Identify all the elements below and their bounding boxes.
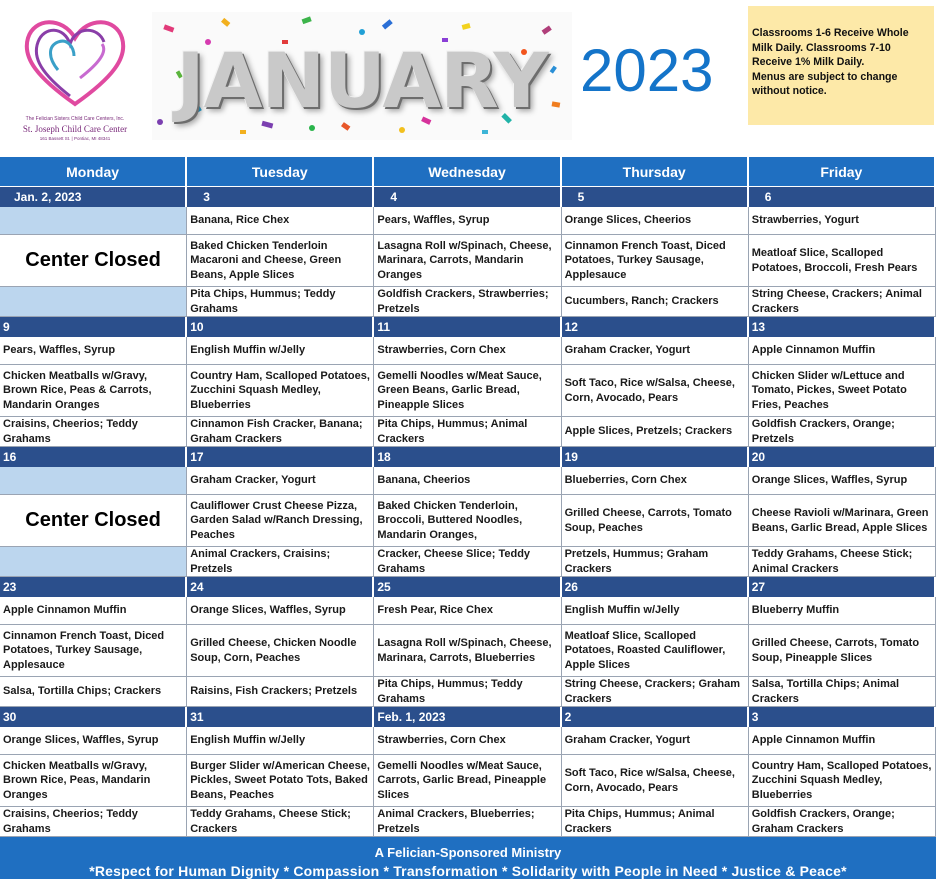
date-label: 18 (374, 447, 561, 467)
lunch-menu: Grilled Cheese, Carrots, Tomato Soup, Peaches (562, 495, 749, 547)
date-label: 26 (562, 577, 749, 597)
afternoon-snack: Goldfish Crackers, Strawberries; Pretzels (374, 287, 561, 317)
lunch-menu: Baked Chicken Tenderloin Macaroni and Cheese, Green Beans, Apple Slices (187, 235, 374, 287)
hearts-logo-icon (18, 8, 132, 112)
morning-snack: Apple Cinnamon Muffin (749, 337, 936, 365)
lunch-menu: Soft Taco, Rice w/Salsa, Cheese, Corn, Avocado, Pears (562, 755, 749, 807)
date-label: Jan. 2, 2023 (0, 187, 187, 207)
lunch-menu: Meatloaf Slice, Scalloped Potatoes, Broccoli, Fresh Pears (749, 235, 936, 287)
afternoon-snack: Teddy Grahams, Cheese Stick; Crackers (187, 807, 374, 837)
afternoon-snack: Apple Slices, Pretzels; Crackers (562, 417, 749, 447)
lunch-menu: Meatloaf Slice, Scalloped Potatoes, Roasted Cauliflower, Apple Slices (562, 625, 749, 677)
morning-snack: Strawberries, Corn Chex (374, 337, 561, 365)
lunch-menu: Cauliflower Crust Cheese Pizza, Garden Salad w/Ranch Dressing, Peaches (187, 495, 374, 547)
afternoon-snack: Animal Crackers, Craisins; Pretzels (187, 547, 374, 577)
lunch-menu: Cinnamon French Toast, Diced Potatoes, Turkey Sausage, Applesauce (0, 625, 187, 677)
date-label: 27 (749, 577, 936, 597)
lunch-menu: Grilled Cheese, Carrots, Tomato Soup, Pineapple Slices (749, 625, 936, 677)
lunch-menu: Grilled Cheese, Chicken Noodle Soup, Corn, Peaches (187, 625, 374, 677)
morning-snack: English Muffin w/Jelly (562, 597, 749, 625)
date-label: 31 (187, 707, 374, 727)
afternoon-snack: Craisins, Cheerios; Teddy Grahams (0, 417, 187, 447)
day-header-monday: Monday (0, 157, 187, 187)
date-label: 5 (562, 187, 749, 207)
morning-snack: Orange Slices, Waffles, Syrup (0, 727, 187, 755)
lunch-menu: Cinnamon French Toast, Diced Potatoes, Turkey Sausage, Applesauce (562, 235, 749, 287)
afternoon-snack: Pita Chips, Hummus; Teddy Grahams (187, 287, 374, 317)
lunch-menu: Chicken Meatballs w/Gravy, Brown Rice, Peas & Carrots, Mandarin Oranges (0, 365, 187, 417)
date-label: 11 (374, 317, 561, 337)
logo-org-text: The Felician Sisters Child Care Centers, Inc. (25, 116, 125, 122)
date-label: 25 (374, 577, 561, 597)
date-label: 10 (187, 317, 374, 337)
lunch-menu: Lasagna Roll w/Spinach, Cheese, Marinara, Carrots, Mandarin Oranges (374, 235, 561, 287)
afternoon-snack: String Cheese, Crackers; Graham Crackers (562, 677, 749, 707)
afternoon-snack: Teddy Grahams, Cheese Stick; Animal Crackers (749, 547, 936, 577)
day-header-wednesday: Wednesday (374, 157, 561, 187)
ministry-values: *Respect for Human Dignity * Compassion * Transformation * Solidarity with People in Need * Justice & Peace* (89, 863, 847, 879)
ministry-line: A Felician-Sponsored Ministry (374, 845, 562, 860)
morning-snack: Fresh Pear, Rice Chex (374, 597, 561, 625)
date-label: 4 (374, 187, 561, 207)
morning-snack: English Muffin w/Jelly (187, 727, 374, 755)
afternoon-snack: Cucumbers, Ranch; Crackers (562, 287, 749, 317)
morning-snack: Blueberries, Corn Chex (562, 467, 749, 495)
center-closed-label: Center Closed (0, 495, 187, 547)
morning-snack: English Muffin w/Jelly (187, 337, 374, 365)
afternoon-snack: String Cheese, Crackers; Animal Crackers (749, 287, 936, 317)
date-label: 19 (562, 447, 749, 467)
milk-notice-text: Classrooms 1-6 Receive Whole Milk Daily. Classrooms 7-10 Receive 1% Milk Daily. (752, 27, 909, 69)
date-label: 6 (749, 187, 936, 207)
afternoon-snack: Animal Crackers, Blueberries; Pretzels (374, 807, 561, 837)
date-label: 24 (187, 577, 374, 597)
center-closed-label: Center Closed (0, 235, 187, 287)
lunch-menu: Soft Taco, Rice w/Salsa, Cheese, Corn, Avocado, Pears (562, 365, 749, 417)
morning-snack: Graham Cracker, Yogurt (562, 337, 749, 365)
morning-snack: Apple Cinnamon Muffin (749, 727, 936, 755)
month-banner (152, 12, 572, 140)
date-label: 2 (562, 707, 749, 727)
date-label: 12 (562, 317, 749, 337)
morning-snack: Pears, Waffles, Syrup (374, 207, 561, 235)
milk-notice (748, 6, 934, 125)
morning-snack: Orange Slices, Cheerios (562, 207, 749, 235)
afternoon-snack: Pita Chips, Hummus; Teddy Grahams (374, 677, 561, 707)
logo-center-name: St. Joseph Child Care Center (22, 124, 128, 134)
date-label: Feb. 1, 2023 (374, 707, 561, 727)
date-label: 16 (0, 447, 187, 467)
afternoon-snack: Salsa, Tortilla Chips; Crackers (0, 677, 187, 707)
blank-cell (0, 287, 187, 317)
morning-snack: Blueberry Muffin (749, 597, 936, 625)
date-label: 20 (749, 447, 936, 467)
blank-cell (0, 547, 187, 577)
morning-snack: Pears, Waffles, Syrup (0, 337, 187, 365)
day-header-tuesday: Tuesday (187, 157, 374, 187)
date-label: 30 (0, 707, 187, 727)
menu-calendar-grid (0, 157, 936, 879)
afternoon-snack: Raisins, Fish Crackers; Pretzels (187, 677, 374, 707)
morning-snack: Graham Cracker, Yogurt (562, 727, 749, 755)
morning-snack: Banana, Cheerios (374, 467, 561, 495)
date-label: 9 (0, 317, 187, 337)
lunch-menu: Burger Slider w/American Cheese, Pickles, Sweet Potato Tots, Baked Beans, Peaches (187, 755, 374, 807)
day-header-friday: Friday (749, 157, 936, 187)
menu-change-notice: Menus are subject to change without notice. (752, 70, 898, 98)
afternoon-snack: Pita Chips, Hummus; Animal Crackers (374, 417, 561, 447)
afternoon-snack: Pita Chips, Hummus; Animal Crackers (562, 807, 749, 837)
lunch-menu: Gemelli Noodles w/Meat Sauce, Green Beans, Garlic Bread, Pineapple Slices (374, 365, 561, 417)
lunch-menu: Country Ham, Scalloped Potatoes, Zucchini Squash Medley, Blueberries (749, 755, 936, 807)
ministry-footer (0, 837, 936, 879)
date-label: 13 (749, 317, 936, 337)
morning-snack: Strawberries, Yogurt (749, 207, 936, 235)
date-label: 17 (187, 447, 374, 467)
morning-snack: Orange Slices, Waffles, Syrup (749, 467, 936, 495)
page-header (0, 0, 936, 156)
morning-snack: Banana, Rice Chex (187, 207, 374, 235)
day-header-thursday: Thursday (562, 157, 749, 187)
lunch-menu: Gemelli Noodles w/Meat Sauce, Carrots, Garlic Bread, Pineapple Slices (374, 755, 561, 807)
afternoon-snack: Pretzels, Hummus; Graham Crackers (562, 547, 749, 577)
blank-cell (0, 207, 187, 235)
date-label: 3 (187, 187, 374, 207)
afternoon-snack: Salsa, Tortilla Chips; Animal Crackers (749, 677, 936, 707)
afternoon-snack: Goldfish Crackers, Orange; Pretzels (749, 417, 936, 447)
logo-address: 161 Bassett St. | Pontiac, MI 48341 (39, 136, 111, 141)
afternoon-snack: Goldfish Crackers, Orange; Graham Crackers (749, 807, 936, 837)
afternoon-snack: Cinnamon Fish Cracker, Banana; Graham Crackers (187, 417, 374, 447)
date-label: 3 (749, 707, 936, 727)
morning-snack: Strawberries, Corn Chex (374, 727, 561, 755)
afternoon-snack: Craisins, Cheerios; Teddy Grahams (0, 807, 187, 837)
lunch-menu: Country Ham, Scalloped Potatoes, Zucchini Squash Medley, Blueberries (187, 365, 374, 417)
center-logo (10, 8, 140, 148)
lunch-menu: Cheese Ravioli w/Marinara, Green Beans, Garlic Bread, Apple Slices (749, 495, 936, 547)
month-title: JANUARY (176, 36, 548, 125)
morning-snack: Graham Cracker, Yogurt (187, 467, 374, 495)
year-title: 2023 (580, 37, 714, 104)
lunch-menu: Lasagna Roll w/Spinach, Cheese, Marinara, Carrots, Blueberries (374, 625, 561, 677)
blank-cell (0, 467, 187, 495)
date-label: 23 (0, 577, 187, 597)
lunch-menu: Chicken Slider w/Lettuce and Tomato, Pickes, Sweet Potato Fries, Peaches (749, 365, 936, 417)
morning-snack: Orange Slices, Waffles, Syrup (187, 597, 374, 625)
afternoon-snack: Cracker, Cheese Slice; Teddy Grahams (374, 547, 561, 577)
morning-snack: Apple Cinnamon Muffin (0, 597, 187, 625)
lunch-menu: Baked Chicken Tenderloin, Broccoli, Buttered Noodles, Mandarin Oranges, (374, 495, 561, 547)
lunch-menu: Chicken Meatballs w/Gravy, Brown Rice, Peas, Mandarin Oranges (0, 755, 187, 807)
